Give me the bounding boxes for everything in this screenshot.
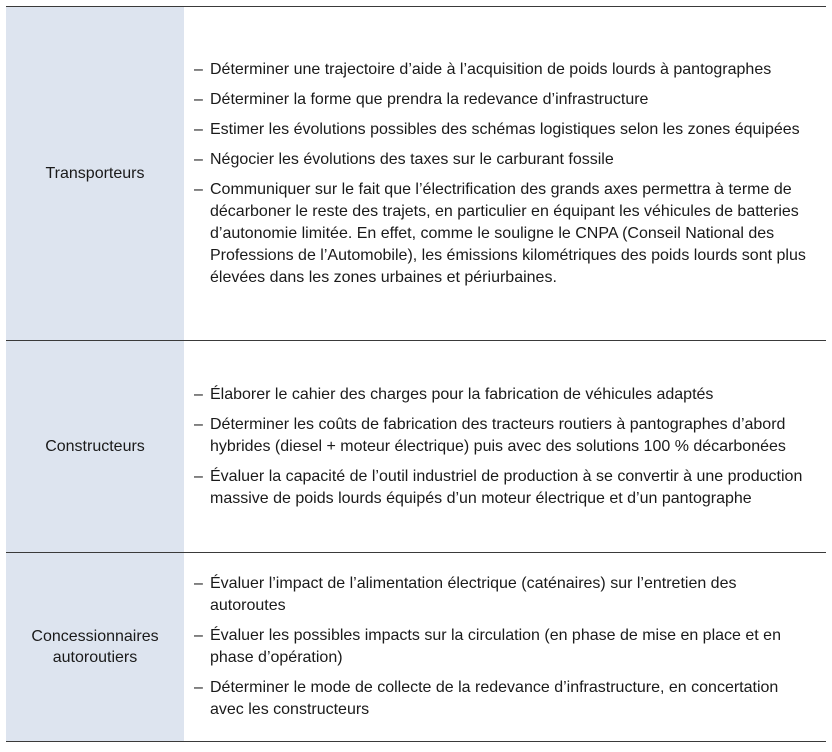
item-text: Déterminer le mode de collecte de la redevance d’infrastructure, en concertation avec les constructeurs bbox=[210, 679, 779, 718]
stakeholder-table bbox=[6, 6, 826, 742]
dash-bullet: – bbox=[194, 385, 203, 403]
row-label: Concessionnaires autoroutiers bbox=[6, 553, 184, 741]
dash-bullet: – bbox=[194, 90, 203, 108]
item-text: Élaborer le cahier des charges pour la fabrication de véhicules adaptés bbox=[210, 385, 714, 403]
dash-bullet: – bbox=[194, 679, 203, 696]
item-text: Évaluer la capacité de l’outil industriel de production à se convertir à une production massive de poids lourds équipés d’un moteur électrique et d’un pantographe bbox=[210, 467, 803, 507]
dash-bullet: – bbox=[194, 180, 203, 198]
row-content bbox=[184, 553, 826, 741]
dash-bullet: – bbox=[194, 575, 203, 592]
list-item bbox=[194, 179, 812, 289]
action-list bbox=[194, 573, 812, 721]
list-item bbox=[194, 573, 812, 617]
item-text: Évaluer les possibles impacts sur la circulation (en phase de mise en place et en phase d’opération) bbox=[210, 627, 781, 666]
item-text: Communiquer sur le fait que l’électrification des grands axes permettra à terme de décarboner le reste des trajets, en particulier en équipant les véhicules de batteries d’autonomie limitée. En effet, comme le souligne le CNPA (Conseil National des Professions de l’Automobile), les émissions kilométriques des poids lourds sont plus élevées dans les zones urbaines et périurbaines. bbox=[210, 180, 806, 286]
list-item bbox=[194, 414, 812, 458]
row-label: Constructeurs bbox=[6, 341, 184, 552]
dash-bullet: – bbox=[194, 120, 203, 138]
list-item bbox=[194, 677, 812, 721]
list-item bbox=[194, 384, 812, 406]
list-item bbox=[194, 466, 812, 510]
table-row bbox=[6, 341, 826, 553]
list-item bbox=[194, 59, 812, 81]
item-text: Déterminer la forme que prendra la redevance d’infrastructure bbox=[210, 90, 649, 108]
item-text: Estimer les évolutions possibles des schémas logistiques selon les zones équipées bbox=[210, 120, 800, 138]
item-text: Évaluer l’impact de l’alimentation électrique (caténaires) sur l’entretien des autoroutes bbox=[210, 575, 737, 614]
list-item bbox=[194, 149, 812, 171]
dash-bullet: – bbox=[194, 415, 203, 433]
dash-bullet: – bbox=[194, 150, 203, 168]
table-row bbox=[6, 553, 826, 742]
dash-bullet: – bbox=[194, 627, 203, 644]
item-text: Déterminer une trajectoire d’aide à l’acquisition de poids lourds à pantographes bbox=[210, 60, 772, 78]
item-text: Déterminer les coûts de fabrication des tracteurs routiers à pantographes d’abord hybrides (diesel + moteur électrique) puis avec des solutions 100 % décarbonées bbox=[210, 415, 786, 455]
table-row bbox=[6, 7, 826, 341]
list-item bbox=[194, 119, 812, 141]
row-label: Transporteurs bbox=[6, 7, 184, 340]
dash-bullet: – bbox=[194, 467, 203, 485]
row-content bbox=[184, 341, 826, 552]
dash-bullet: – bbox=[194, 60, 203, 78]
list-item bbox=[194, 89, 812, 111]
row-content bbox=[184, 7, 826, 340]
item-text: Négocier les évolutions des taxes sur le carburant fossile bbox=[210, 150, 614, 168]
action-list bbox=[194, 59, 812, 289]
action-list bbox=[194, 384, 812, 510]
list-item bbox=[194, 625, 812, 669]
